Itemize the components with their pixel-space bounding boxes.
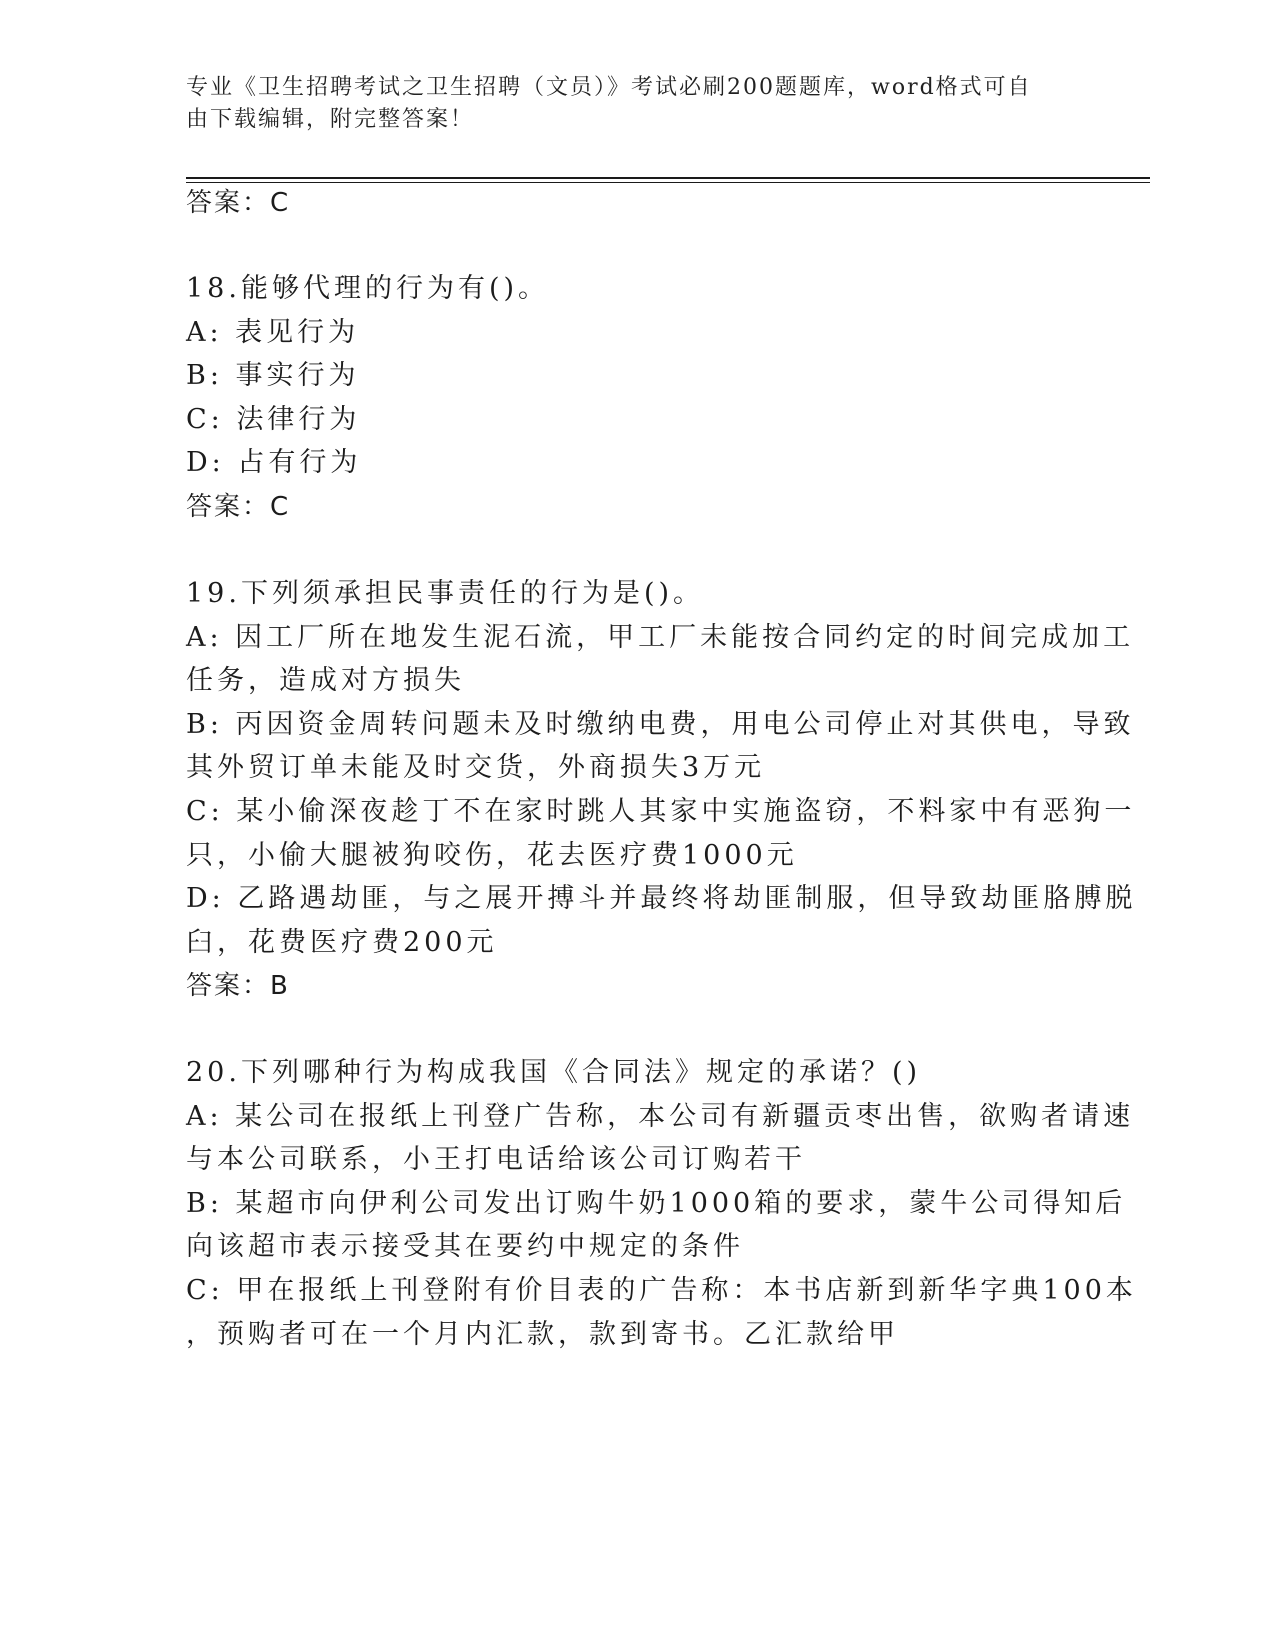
answer-17: 答案：C bbox=[186, 188, 291, 218]
q19-option-c-line2: 只，小偷大腿被狗咬伤，花去医疗费1000元 bbox=[186, 840, 798, 871]
q19-option-a-line2: 任务，造成对方损失 bbox=[186, 665, 465, 696]
q19-option-d-line1: D: 乙路遇劫匪，与之展开搏斗并最终将劫匪制服，但导致劫匪胳膊脱 bbox=[186, 883, 1137, 914]
question-19: 19.下列须承担民事责任的行为是()。 bbox=[186, 578, 705, 609]
q19-option-a-line1: A: 因工厂所在地发生泥石流，甲工厂未能按合同约定的时间完成加工 bbox=[186, 622, 1135, 653]
document-header bbox=[186, 72, 1066, 136]
header-rule-thin bbox=[186, 182, 1150, 183]
q20-option-c-line2: ，预购者可在一个月内汇款，款到寄书。乙汇款给甲 bbox=[186, 1319, 899, 1350]
header-line-1: 专业《卫生招聘考试之卫生招聘（文员）》考试必刷200题题库，word格式可自 bbox=[186, 75, 1032, 100]
q19-option-d-line2: 臼，花费医疗费200元 bbox=[186, 927, 498, 958]
q20-option-a-line1: A: 某公司在报纸上刊登广告称，本公司有新疆贡枣出售，欲购者请速 bbox=[186, 1101, 1135, 1132]
header-line-2: 由下载编辑，附完整答案！ bbox=[186, 107, 475, 132]
q20-option-b-line1: B: 某超市向伊利公司发出订购牛奶1000箱的要求，蒙牛公司得知后 bbox=[186, 1188, 1127, 1219]
q18-option-c: C: 法律行为 bbox=[186, 404, 361, 435]
q18-option-d: D: 占有行为 bbox=[186, 447, 362, 478]
answer-18: 答案：C bbox=[186, 492, 291, 522]
q19-option-c-line1: C: 某小偷深夜趁丁不在家时跳人其家中实施盗窃，不料家中有恶狗一 bbox=[186, 796, 1136, 827]
q20-option-b-line2: 向该超市表示接受其在要约中规定的条件 bbox=[186, 1231, 744, 1262]
question-18: 18.能够代理的行为有()。 bbox=[186, 273, 550, 304]
q20-option-c-line1: C: 甲在报纸上刊登附有价目表的广告称：本书店新到新华字典100本 bbox=[186, 1275, 1137, 1306]
header-rule-thick bbox=[186, 177, 1150, 179]
q18-option-b: B: 事实行为 bbox=[186, 360, 360, 391]
q19-option-b-line1: B: 丙因资金周转问题未及时缴纳电费，用电公司停止对其供电，导致 bbox=[186, 709, 1135, 740]
q19-option-b-line2: 其外贸订单未能及时交货，外商损失3万元 bbox=[186, 752, 766, 783]
q20-option-a-line2: 与本公司联系，小王打电话给该公司订购若干 bbox=[186, 1144, 806, 1175]
answer-19: 答案：B bbox=[186, 971, 290, 1001]
question-20: 20.下列哪种行为构成我国《合同法》规定的承诺？() bbox=[186, 1057, 922, 1088]
q18-option-a: A: 表见行为 bbox=[186, 317, 360, 348]
